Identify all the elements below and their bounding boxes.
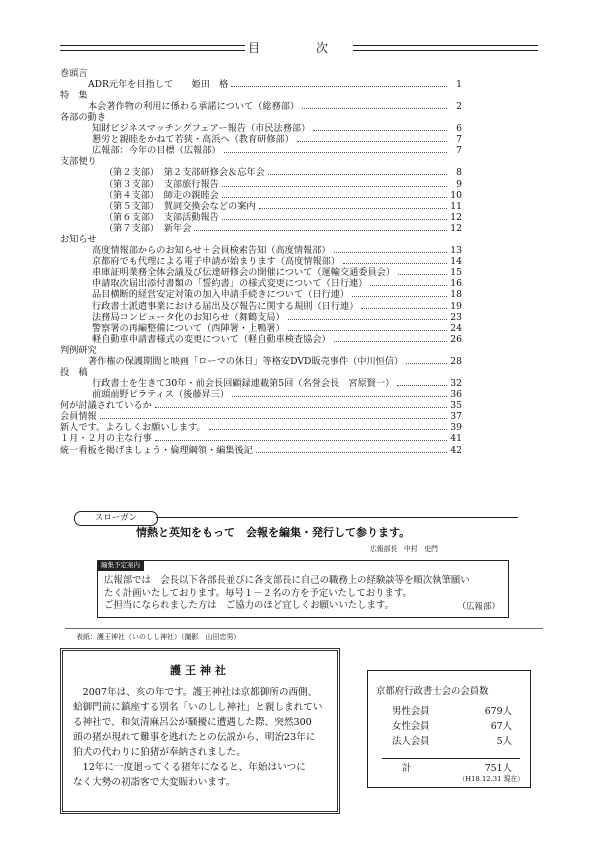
toc-leader-dots	[155, 440, 447, 441]
toc-entry	[60, 145, 462, 156]
toc-page-number: 7	[456, 134, 462, 146]
shrine-line: 狛犬の代わりに狛猪が奉納されました。	[73, 747, 246, 758]
toc-leader-dots	[256, 452, 447, 453]
toc-entry-title: （第５支部） 賀詞交換会などの案内	[104, 200, 256, 212]
shrine-line: 頭の猪が現れて難事を逃れたとの伝説から、明治23年に	[73, 732, 316, 743]
toc-leader-dots	[232, 396, 447, 397]
toc-entry-title: 行政書士派遣事業における届出及び報告に関する規則（日行連）	[92, 300, 359, 312]
toc-leader-dots	[268, 174, 447, 175]
toc-leader-dots	[222, 186, 447, 187]
toc-leader-dots	[397, 385, 447, 386]
toc-page-number: 19	[450, 300, 462, 312]
toc-section-heading: 特 集	[60, 90, 88, 102]
toc-entry-title: （第４支部） 師走の親睦会	[104, 189, 219, 201]
toc-entry-title: （第３支部） 支部旅行報告	[104, 178, 219, 190]
member-row	[392, 733, 512, 747]
toc-page-number: 9	[456, 178, 462, 190]
notice-body	[104, 575, 502, 613]
toc-entry-title: 高度情報部からのお知らせ＋会員検索告知（高度情報部）	[92, 245, 331, 257]
toc-entry	[60, 179, 462, 190]
toc-entry	[60, 312, 462, 323]
toc-page-number: 7	[456, 145, 462, 157]
member-row-label: 法人会員	[392, 736, 430, 747]
toc-section-heading: 投 稿	[60, 366, 88, 378]
toc-entry-title: 何が討議されているか	[60, 400, 152, 412]
toc-entry	[60, 190, 462, 201]
toc-leader-dots	[194, 230, 447, 231]
notice-line: たく計画いたしております。毎号１－２名の方を予定いたしております。	[104, 587, 412, 599]
toc-leader-dots	[288, 330, 447, 331]
member-row-label: 男性会員	[392, 706, 430, 717]
toc-page-number: 12	[450, 222, 462, 234]
toc-entry	[60, 267, 462, 278]
toc-leader-dots	[343, 263, 447, 264]
toc-page-number: 32	[450, 377, 462, 389]
member-as-of: （H18.12.31 現在）	[458, 775, 524, 783]
toc-entry-title: 知財ビジネスマッチングフェアー報告（市民法務部）	[92, 123, 311, 135]
toc-page-number: 41	[450, 433, 462, 445]
toc-entry-title: 著作権の保護期間と映画「ローマの休日」等格安DVD販売事件（中川恒信）	[88, 355, 404, 367]
slogan-tag: スローガン	[74, 511, 158, 526]
shrine-line: なく大勢の初詣客で大変賑わいます。	[73, 777, 236, 788]
toc-entry	[60, 433, 462, 444]
toc-entry	[60, 101, 462, 112]
toc-page-number: 24	[450, 322, 462, 334]
toc-entry	[60, 422, 462, 433]
toc-page-number: 8	[456, 167, 462, 179]
notice-tag: 編集予定案内	[97, 560, 144, 571]
toc-page-number: 10	[450, 189, 462, 201]
toc-page-number: 12	[450, 211, 462, 223]
toc-entry-title: 警察署の再編整備について（西陣署・上鴨署）	[92, 322, 285, 334]
toc-entry-title: １月・２月の主な行事	[60, 433, 152, 445]
shrine-line: 蛤御門前に鎮座する別名「いのしし神社」と親しまれてい	[73, 702, 323, 713]
toc-entry-title: 前頭前野ピラティス（後藤昇三）	[92, 389, 230, 401]
toc-entry-title: （第７支部） 新年会	[104, 222, 192, 234]
toc-entry	[60, 356, 462, 367]
toc-page-number: 1	[456, 79, 462, 90]
member-row-value: 5人	[496, 736, 512, 747]
toc-leader-dots	[370, 285, 447, 286]
toc-page-number: 37	[450, 411, 462, 423]
toc-entry-title: 法務局コンピュータ化のお知らせ（舞鶴支局）	[92, 311, 285, 323]
toc-section-heading: 支部便り	[60, 156, 97, 168]
toc-page-number: 28	[450, 355, 462, 367]
page-title: 目 次	[247, 41, 350, 55]
toc-leader-dots	[224, 152, 447, 153]
toc-entry	[60, 334, 462, 345]
toc-page-number: 11	[450, 200, 462, 212]
shrine-title: 護王神社	[170, 664, 230, 677]
toc-section-heading: 巻頭言	[60, 68, 88, 79]
toc-entry	[60, 301, 462, 312]
toc-entry-title: 新人です。よろしくお願いします。	[60, 422, 206, 434]
toc-entry-title: 本会著作物の利用に係わる承諾について（総務部）	[88, 101, 300, 113]
toc-entry	[60, 445, 462, 456]
member-row-label: 女性会員	[392, 721, 430, 732]
toc-leader-dots	[222, 197, 447, 198]
toc-section-heading: お知らせ	[60, 234, 97, 246]
cover-rule	[65, 628, 543, 629]
toc-leader-dots	[361, 308, 447, 309]
shrine-line: 2007年は、亥の年です。護王神社は京都御所の西側、	[73, 687, 318, 698]
member-total-label: 計	[402, 763, 412, 774]
notice-line: 広報部では 会長以下各部長並びに各支部長に自己の職務上の経験談等を順次執筆願い	[104, 575, 470, 586]
table-of-contents	[60, 68, 462, 456]
toc-entry-title: 会員情報	[60, 411, 97, 423]
member-total-value: 751人	[484, 763, 512, 774]
toc-entry	[60, 256, 462, 267]
toc-leader-dots	[406, 363, 447, 364]
toc-leader-dots	[352, 296, 447, 297]
toc-entry	[60, 134, 462, 145]
toc-entry	[60, 278, 462, 289]
toc-entry	[60, 378, 462, 389]
toc-leader-dots	[155, 407, 447, 408]
toc-entry	[60, 245, 462, 256]
cover-caption: 表紙：護王神社（いのしし神社）（撮影 山田忠男）	[76, 633, 241, 641]
slogan-signature: 広報部長 中村 史門	[370, 545, 438, 553]
notice-signature: （広報部）	[457, 602, 500, 612]
toc-leader-dots	[334, 252, 447, 253]
member-count-title: 京都府行政書士会の会員数	[376, 686, 489, 697]
member-total-row	[402, 760, 512, 774]
member-row-value: 679人	[484, 706, 512, 717]
toc-entry-title: （第２支部） 第２支部研修会＆忘年会	[104, 167, 265, 179]
toc-page-number: 6	[456, 123, 462, 135]
toc-entry-title: 品目横断的経営安定対策の加入申請手続きについて（日行連）	[92, 289, 350, 301]
toc-entry	[60, 400, 462, 411]
toc-page-number: 39	[450, 422, 462, 434]
toc-entry-title: 広報部：今年の目標（広報部）	[92, 145, 221, 157]
shrine-line: 12年に一度廻ってくる猪年になると、年始はいつに	[73, 762, 306, 773]
toc-page-number: 23	[450, 311, 462, 323]
member-total-rule	[382, 758, 520, 759]
toc-page-number: 35	[450, 400, 462, 412]
toc-entry	[60, 79, 462, 90]
toc-page-number: 18	[450, 289, 462, 301]
toc-entry	[60, 123, 462, 134]
slogan-text: 情熱と英知をもって 会報を編集・発行して参ります。	[136, 526, 411, 539]
toc-entry-title: ADR元年を目指して 姫田 格	[88, 79, 229, 90]
member-row	[392, 703, 512, 717]
toc-title	[60, 39, 538, 53]
member-row-value: 67人	[490, 721, 512, 732]
toc-leader-dots	[100, 418, 447, 419]
toc-entry	[60, 212, 462, 223]
toc-leader-dots	[288, 319, 447, 320]
slogan-rule	[156, 517, 518, 518]
toc-page-number: 15	[450, 267, 462, 279]
toc-entry-title: 統一看板を掲げましょう・倫理綱領・編集後記	[60, 444, 253, 456]
toc-page-number: 14	[450, 256, 462, 268]
toc-page-number: 36	[450, 389, 462, 401]
notice-line: ご担当になられました方は ご協力のほど宜しくお願いいたします。	[104, 600, 394, 611]
toc-leader-dots	[334, 341, 447, 342]
toc-leader-dots	[209, 429, 447, 430]
toc-section-heading: 各部の動き	[60, 112, 106, 124]
toc-entry-title: 車庫証明業務全体会議及び伝達研修会の開催について（運輸交通委員会）	[92, 267, 396, 279]
toc-entry	[60, 167, 462, 178]
toc-entry-title: （第６支部） 支部活動報告	[104, 211, 219, 223]
toc-entry	[60, 389, 462, 400]
notice-box	[97, 560, 509, 618]
toc-leader-dots	[313, 130, 447, 131]
toc-entry-title: 申請取次届出添付書類の「誓約書」の様式変更について（日行連）	[92, 278, 368, 290]
toc-leader-dots	[297, 141, 447, 142]
shrine-box	[60, 648, 340, 814]
shrine-line: る神社で、和気清麻呂公が騒擾に遭遇した際、突然300	[73, 717, 312, 728]
toc-leader-dots	[302, 108, 447, 109]
toc-leader-dots	[222, 219, 447, 220]
shrine-body	[73, 685, 329, 790]
toc-entry-title: 京都府でも代理による電子申請が始まります（高度情報部）	[92, 256, 341, 268]
member-row	[392, 718, 512, 732]
toc-entry-title: 軽自動車申請書様式の変更について（軽自動車検査協会）	[92, 333, 331, 345]
member-count-box	[367, 670, 531, 788]
toc-page-number: 2	[456, 101, 462, 113]
toc-leader-dots	[231, 86, 447, 87]
toc-page-number: 26	[450, 333, 462, 345]
toc-entry-title: 懇労と親睦をかねて若狭・高浜へ（教育研修部）	[92, 134, 294, 146]
toc-entry	[60, 223, 462, 234]
toc-leader-dots	[398, 274, 447, 275]
toc-page-number: 16	[450, 278, 462, 290]
toc-entry	[60, 289, 462, 300]
toc-entry-title: 行政書士を生きて30年・前会長回顧録連載第5回（名誉会長 宮原賢一）	[92, 377, 395, 389]
toc-page-number: 13	[450, 245, 462, 257]
toc-section-heading: 判例研究	[60, 344, 97, 356]
toc-page-number: 42	[450, 444, 462, 456]
toc-leader-dots	[259, 208, 447, 209]
toc-entry	[60, 323, 462, 334]
toc-entry	[60, 201, 462, 212]
toc-entry	[60, 411, 462, 422]
